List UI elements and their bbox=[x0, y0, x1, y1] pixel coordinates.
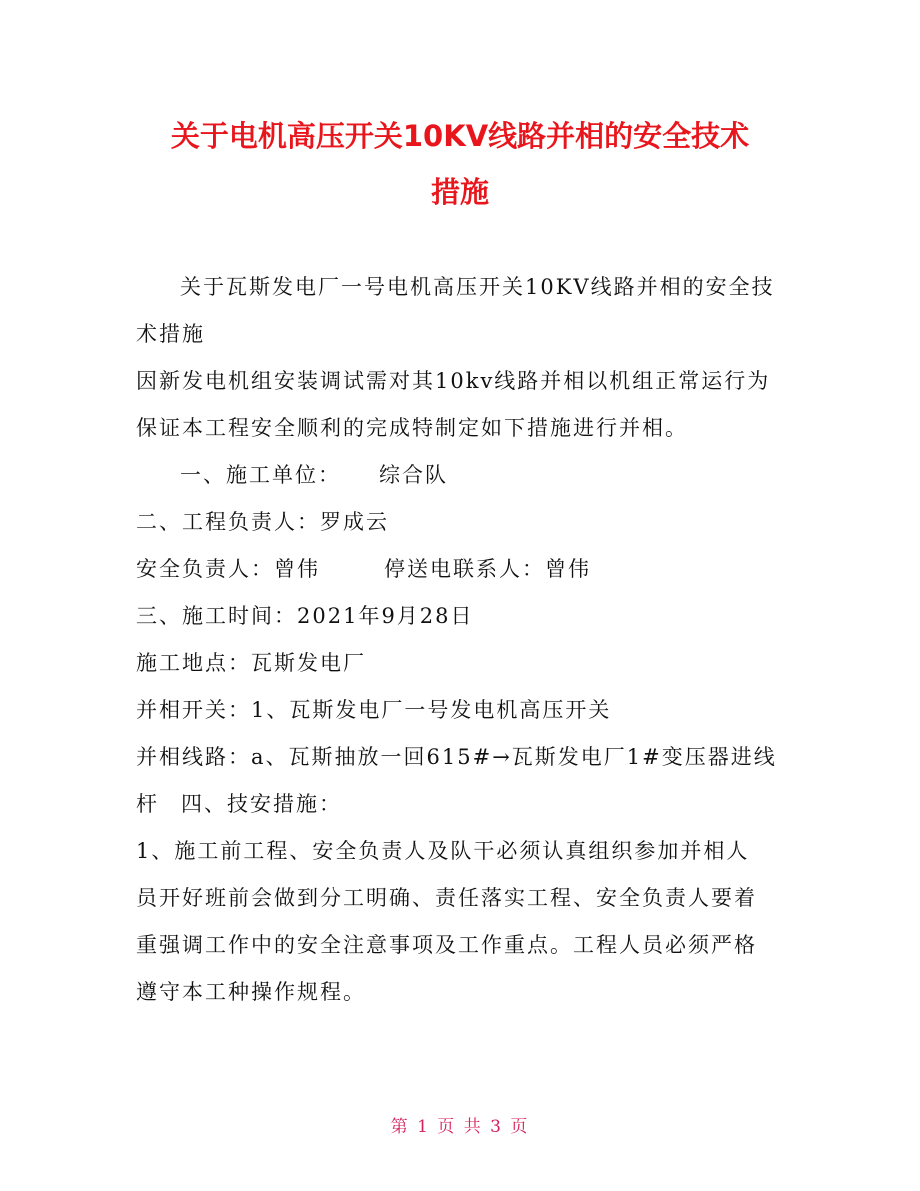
phasing-switch-line: 并相开关：1、瓦斯发电厂一号发电机高压开关 bbox=[136, 698, 612, 722]
phasing-line-line: 并相线路：a、瓦斯抽放一回615#→瓦斯发电厂1#变压器进线 bbox=[136, 745, 777, 769]
construction-site-line: 施工地点：瓦斯发电厂 bbox=[136, 651, 366, 675]
construction-unit-label: 一、施工单位： bbox=[180, 463, 341, 487]
construction-unit-value: 综合队 bbox=[379, 463, 448, 487]
paragraph-line: 保证本工程安全顺利的完成特制定如下措施进行并相。 bbox=[136, 416, 688, 440]
construction-time-line: 三、施工时间：2021年9月28日 bbox=[136, 604, 474, 628]
paragraph-line: 1、施工前工程、安全负责人及队干必须认真组织参加并相人 bbox=[136, 839, 750, 863]
pole-text: 杆 bbox=[136, 792, 159, 816]
construction-unit-line bbox=[136, 452, 840, 499]
paragraph-line: 术措施 bbox=[136, 322, 205, 346]
paragraph-line: 重强调工作中的安全注意事项及工作重点。工程人员必须严格 bbox=[136, 933, 757, 957]
power-contact: 停送电联系人：曾伟 bbox=[384, 557, 591, 581]
section-heading-safety: 四、技安措施： bbox=[181, 792, 342, 816]
paragraph-line: 遵守本工种操作规程。 bbox=[136, 980, 366, 1004]
page-number-footer: 第 1 页 共 3 页 bbox=[390, 1117, 530, 1137]
safety-leader: 安全负责人：曾伟 bbox=[136, 557, 320, 581]
paragraph-line: 关于瓦斯发电厂一号电机高压开关10KV线路并相的安全技 bbox=[180, 275, 775, 299]
safety-contacts-line bbox=[136, 546, 796, 593]
paragraph-line: 因新发电机组安装调试需对其10kv线路并相以机组正常运行为 bbox=[136, 369, 771, 393]
document-title-line-1: 关于电机高压开关10KV线路并相的安全技术 bbox=[170, 119, 750, 153]
project-leader-line: 二、工程负责人：罗成云 bbox=[136, 510, 389, 534]
paragraph-line: 员开好班前会做到分工明确、责任落实工程、安全负责人要着 bbox=[136, 886, 757, 910]
pole-and-section-line bbox=[136, 781, 796, 828]
document-title-line-2: 措施 bbox=[430, 175, 489, 209]
